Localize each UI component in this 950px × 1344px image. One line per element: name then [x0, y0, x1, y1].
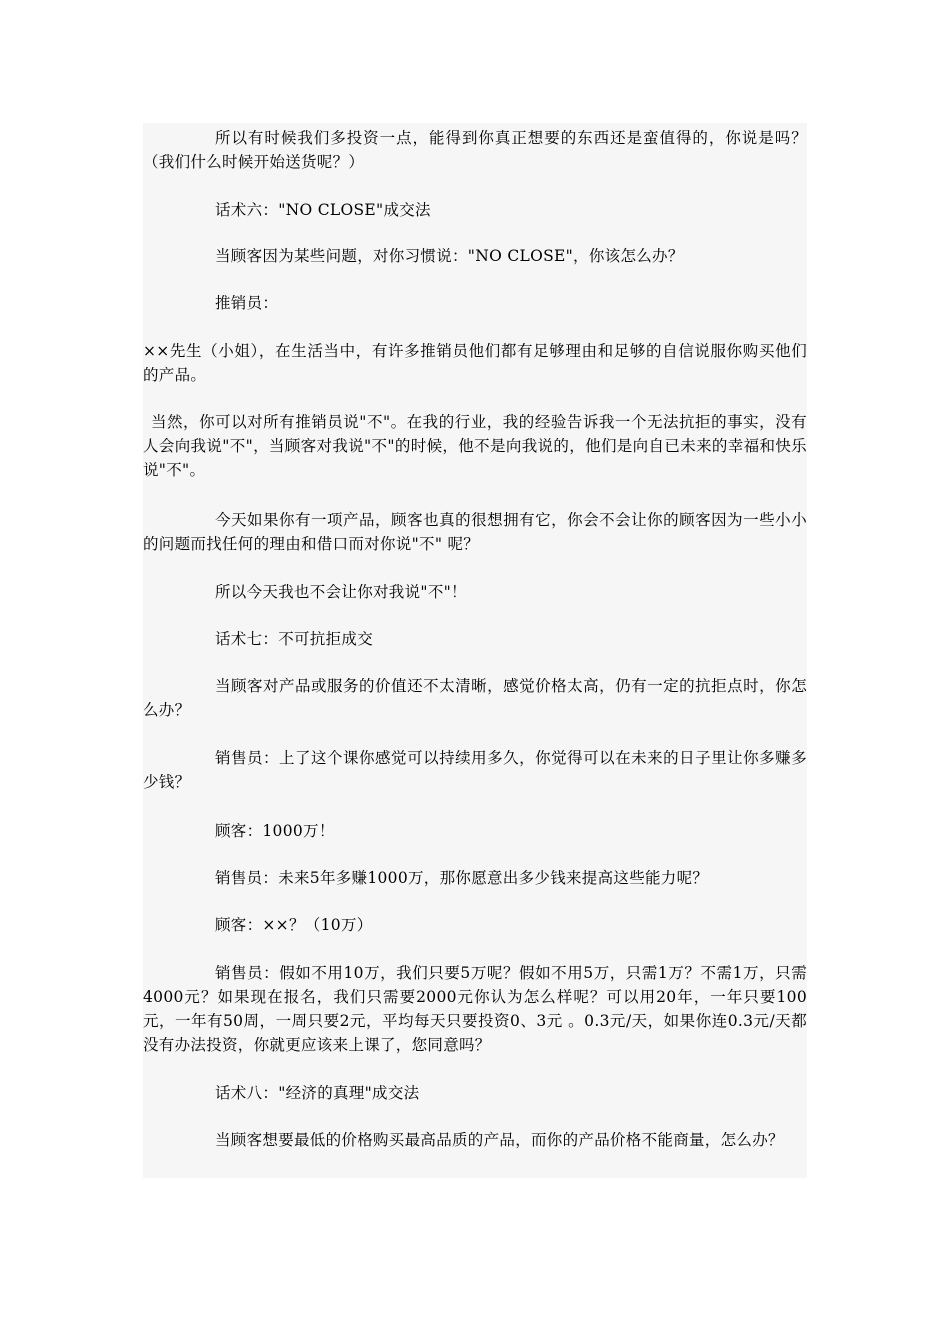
paragraph-9: 销售员：上了这个课你感觉可以持续用多久，你觉得可以在未来的日子里让你多赚多少钱？: [143, 749, 807, 791]
heading-technique-7: 话术七：不可抗拒成交: [215, 630, 374, 648]
paragraph-7: 所以今天我也不会让你对我说"不"！: [215, 583, 467, 601]
paragraph-6: 今天如果你有一项产品，顾客也真的很想拥有它，你会不会让你的顾客因为一些小小的问题而找任何的理由和借口而对你说"不" 呢？: [143, 511, 807, 553]
paragraph-12: 顾客：××？（10万）: [215, 916, 373, 934]
heading-technique-6: 话术六："NO CLOSE"成交法: [215, 201, 431, 219]
paragraph-13: 销售员：假如不用10万，我们只要5万呢？假如不用5万，只需1万？不需1万，只需4000元？如果现在报名，我们只需要2000元你认为怎么样呢？可以用20年，一年只要100元，一年有50周，一周只要2元，平均每天只要投资0、3元 。0.3元/天，如果你连0.3元/天都没有办法投资，你就更应该来上课了，您同意吗？: [143, 964, 807, 1054]
paragraph-8: 当顾客对产品或服务的价值还不太清晰，感觉价格太高，仍有一定的抗拒点时，你怎么办？: [143, 677, 807, 719]
document-page: [143, 123, 807, 1178]
paragraph-10: 顾客：1000万！: [215, 822, 335, 840]
paragraph-5: 当然，你可以对所有推销员说"不"。在我的行业，我的经验告诉我一个无法抗拒的事实，没有人会向我说"不"，当顾客对我说"不"的时候，他不是向我说的，他们是向自已未来的幸福和快乐说"不"。: [143, 413, 807, 479]
paragraph-11: 销售员：未来5年多赚1000万，那你愿意出多少钱来提高这些能力呢？: [215, 869, 709, 887]
paragraph-2: 当顾客因为某些问题，对你习惯说："NO CLOSE"，你该怎么办？: [215, 247, 684, 265]
heading-technique-8: 话术八："经济的真理"成交法: [215, 1084, 420, 1102]
paragraph-14: 当顾客想要最低的价格购买最高品质的产品，而你的产品价格不能商量，怎么办？: [215, 1131, 784, 1149]
paragraph-4: ××先生（小姐），在生活当中，有许多推销员他们都有足够理由和足够的自信说服你购买他们的产品。: [143, 342, 807, 384]
paragraph-3: 推销员：: [215, 294, 279, 312]
paragraph-1: 所以有时候我们多投资一点，能得到你真正想要的东西还是蛮值得的，你说是吗？（我们什么时候开始送货呢？）: [143, 129, 807, 171]
